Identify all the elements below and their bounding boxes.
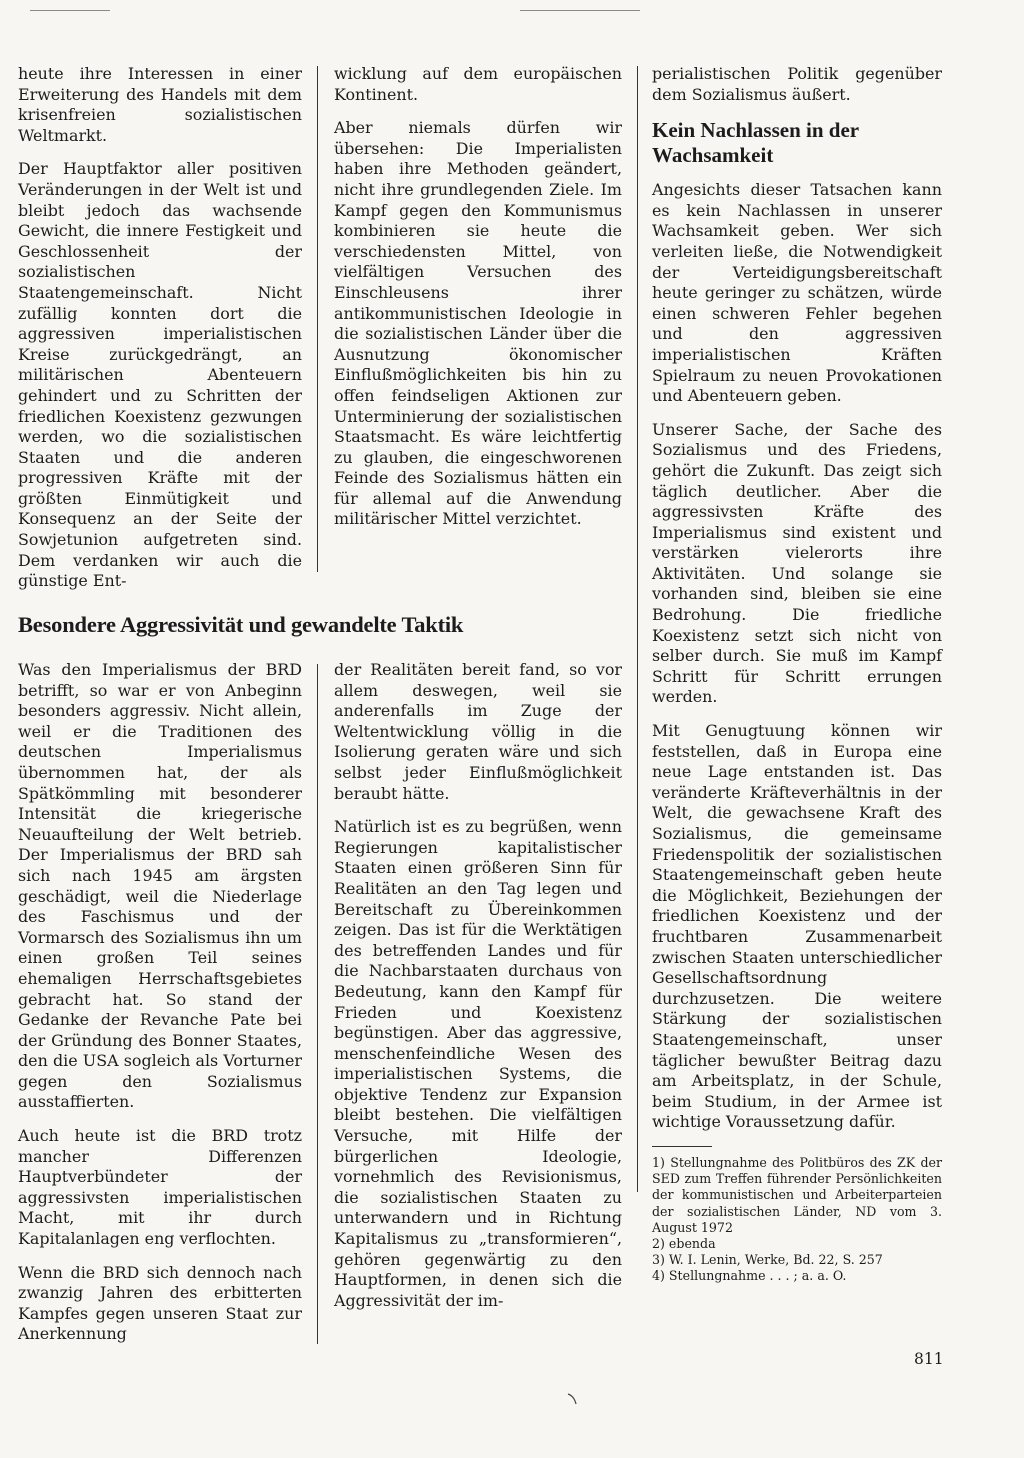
- column-rule: [317, 66, 318, 572]
- scan-artifact-mark: [566, 1392, 578, 1406]
- footnote: 1) Stellungnahme des Politbüros des ZK der SED zum Treffen führender Persönlichkeiten der kommunistischen und Arbeiterparteien der sozialistischen Länder, ND vom 3. August 1972: [652, 1154, 942, 1235]
- right-column: [652, 64, 942, 1285]
- footnote: 3) W. I. Lenin, Werke, Bd. 22, S. 257: [652, 1252, 883, 1268]
- footnote: 4) Stellungnahme . . . ; a. a. O.: [652, 1268, 847, 1284]
- paragraph: perialistischen Politik gegenüber dem Sozialismus äußert.: [652, 64, 942, 104]
- scan-edge-mark: [30, 10, 110, 11]
- footnote-rule: [652, 1146, 712, 1147]
- paragraph: Angesichts dieser Tatsachen kann es kein Nachlassen in unserer Wachsamkeit geben. Wer sich verleiten ließe, die Notwendigkeit der Verteidigungsbereitschaft heute geringer zu schätzen, würde einen schweren Fehler begehen und den aggressiven imperialistischen Kräften Spielraum zu neuen Provokationen und Abenteuern geben.: [652, 180, 942, 406]
- left-column-bottom: [18, 660, 302, 1358]
- paragraph: Wenn die BRD sich dennoch nach zwanzig Jahren des erbitterten Kampfes gegen unseren Staat zur Anerkennung: [18, 1262, 302, 1344]
- paragraph: Der Hauptfaktor aller positiven Veränderungen in der Welt ist und bleibt jedoch das wachsende Gewicht, die innere Festigkeit und Geschlossenheit der sozialistischen Staatengemeinschaft. Nicht zufällig konnten dort die aggressiven imperialistischen Kreise zurückgedrängt, an militärischen Abenteuern gehindert und zu Schritten der friedlichen Koexistenz gezwungen werden, wo die sozialistischen Staaten und die anderen progressiven Kräfte mit der größten Einmütigkeit und Konsequenz an der Seite der Sowjetunion aufgetreten sind. Dem verdanken wir auch die günstige Ent-: [18, 159, 302, 591]
- paragraph: wicklung auf dem europäischen Kontinent.: [334, 64, 622, 104]
- middle-column-bottom: [334, 660, 622, 1324]
- paragraph: Was den Imperialismus der BRD betrifft, so war er von Anbeginn besonders aggressiv. Nicht allein, weil er die Traditionen des deutschen Imperialismus übernommen hat, der als Spätkömmling mit besonderer Intensität die kriegerische Neuaufteilung der Welt betrieb. Der Imperialismus der BRD sah sich nach 1945 am ärgsten geschädigt, weil die Niederlage des Faschismus und der Vormarsch des Sozialismus ihn um einen großen Teil seines ehemaligen Herrschaftsgebietes gebracht hat. So stand der Gedanke der Revanche Pate bei der Gründung des Bonner Staates, den die USA sogleich als Vorturner gegen den Sozialismus ausstaffierten.: [18, 660, 302, 1112]
- scan-edge-mark: [520, 10, 640, 11]
- footnote: 2) ebenda: [652, 1235, 716, 1251]
- left-column-top: [18, 64, 302, 605]
- paragraph: der Realitäten bereit fand, so vor allem deswegen, weil sie anderenfalls im Zuge der Weltentwicklung völlig in die Isolierung geraten wäre und sich selbst jeder Einflußmöglichkeit beraubt hätte.: [334, 660, 622, 803]
- paragraph: Mit Genugtuung können wir feststellen, daß in Europa eine neue Lage entstanden ist. Das veränderte Kräfteverhältnis in der Welt, die gewachsene Kraft des Sozialismus, die gemeinsame Friedenspolitik der sozialistischen Staatengemeinschaft geben heute die Möglichkeit, Beziehungen der friedlichen Koexistenz und der fruchtbaren Zusammenarbeit zwischen Staaten unterschiedlicher Gesellschaftsordnung durchzusetzen. Die weitere Stärkung der sozialistischen Staatengemeinschaft, unser täglicher bewußter Beitrag dazu am Arbeitsplatz, in der Schule, beim Studium, in der Armee ist wichtige Voraussetzung dafür.: [652, 721, 942, 1132]
- paragraph: Auch heute ist die BRD trotz mancher Differenzen Hauptverbündeter der aggressivsten imperialistischen Macht, mit ihr durch Kapitalanlagen eng verflochten.: [18, 1126, 302, 1249]
- paragraph: Natürlich ist es zu begrüßen, wenn Regierungen kapitalistischer Staaten einen größeren Sinn für Realitäten an den Tag legen und Bereitschaft zu Übereinkommen zeigen. Das ist für die Werktätigen des betreffenden Landes und für die Nachbarstaaten durchaus von Bedeutung, kann den Kampf für Frieden und Koexistenz begünstigen. Aber das aggressive, menschenfeindliche Wesen des imperialistischen Systems, die objektive Tendenz zur Expansion bleibt bestehen. Die vielfältigen Versuche, mit Hilfe der bürgerlichen Ideologie, vornehmlich des Revisionismus, die sozialistischen Staaten zu unterwandern und in Richtung Kapitalismus zu „transformieren“, gehören gegenwärtig zu den Hauptformen, in denen sich die Aggressivität der im-: [334, 817, 622, 1310]
- footnotes: [652, 1155, 942, 1285]
- paragraph: Aber niemals dürfen wir übersehen: Die Imperialisten haben ihre Methoden geändert, nicht ihre grundlegenden Ziele. Im Kampf gegen den Kommunismus kombinieren sie heute die verschiedensten Mittel, von vielfältigen Versuchen des Einschleusens ihrer antikommunistischen Ideologie in die sozialistischen Länder über die Ausnutzung ökonomischer Einflußmöglichkeiten bis hin zu offen feindseligen Aktionen zur Unterminierung der sozialistischen Staatsmacht. Es wäre leichtfertig zu glauben, die eingeschworenen Feinde des Sozialismus hätten ein für allemal auf die Anwendung militärischer Mittel verzichtet.: [334, 118, 622, 529]
- page-number: 811: [914, 1350, 944, 1368]
- paragraph: heute ihre Interessen in einer Erweiterung des Handels mit dem krisenfreien sozialistischen Weltmarkt.: [18, 64, 302, 145]
- section-headline: Besondere Aggressivität und gewandelte Taktik: [18, 612, 464, 637]
- column-rule: [637, 66, 638, 1192]
- section-subheading: Kein Nachlassen in der Wachsamkeit: [652, 118, 859, 168]
- column-rule: [317, 664, 318, 1344]
- middle-column-top: [334, 64, 622, 543]
- paragraph: Unserer Sache, der Sache des Sozialismus und des Friedens, gehört die Zukunft. Das zeigt sich täglich deutlicher. Aber die aggressivsten Kräfte des Imperialismus sind existent und verstärken vielerorts ihre Aktivitäten. Und solange sie vorhanden sind, bleiben sie eine Bedrohung. Die friedliche Koexistenz setzt sich nicht von selber durch. Sie muß im Kampf Schritt für Schritt errungen werden.: [652, 419, 942, 707]
